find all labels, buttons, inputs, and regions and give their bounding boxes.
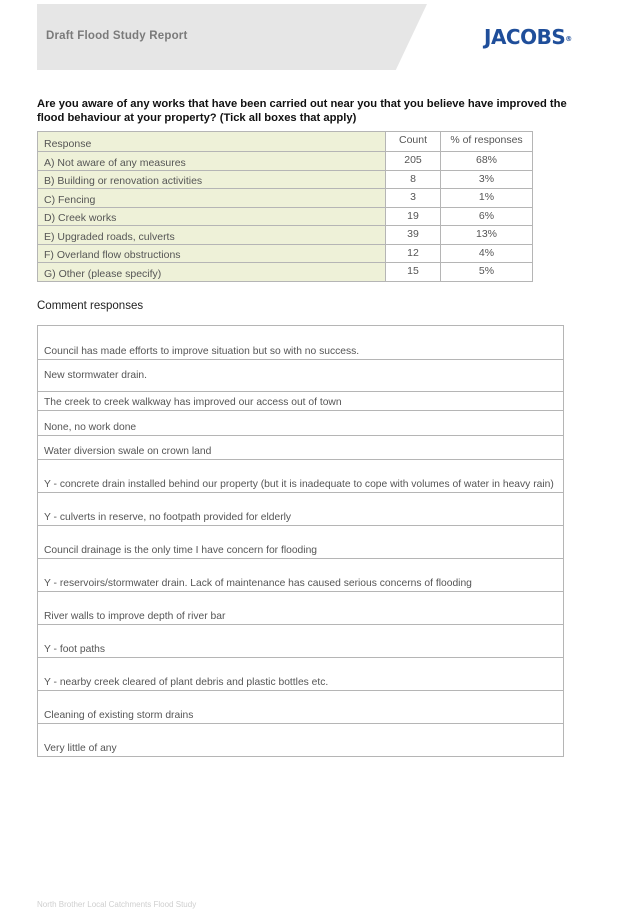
response-label: F) Overland flow obstructions	[38, 244, 386, 263]
comment-row	[38, 391, 563, 410]
header-response: Response	[38, 132, 386, 152]
response-label: A) Not aware of any measures	[38, 152, 386, 171]
response-percent: 6%	[441, 207, 533, 226]
comment-row	[38, 410, 563, 435]
survey-question: Are you aware of any works that have been carried out near you that you believe have improved the flood behaviour at your property? (Tick all boxes that apply)	[37, 98, 567, 124]
comment-text: Y - foot paths	[44, 644, 106, 655]
logo-text: JACOBS	[484, 25, 566, 49]
header-percent: % of responses	[441, 132, 533, 152]
response-percent: 68%	[441, 152, 533, 171]
footer-text: North Brother Local Catchments Flood Study	[37, 900, 197, 909]
comment-row	[38, 435, 563, 459]
response-count: 15	[386, 263, 441, 282]
response-percent: 13%	[441, 226, 533, 245]
jacobs-logo	[484, 26, 572, 48]
comment-text: Y - concrete drain installed behind our property (but it is inadequate to cope with volumes of water in heavy rain)	[44, 479, 554, 490]
comment-text: Water diversion swale on crown land	[44, 446, 212, 457]
comment-text: Y - nearby creek cleared of plant debris and plastic bottles etc.	[44, 677, 329, 688]
comment-row	[38, 657, 563, 690]
table-row	[38, 244, 533, 263]
comment-text: Y - culverts in reserve, no footpath provided for elderly	[44, 512, 292, 523]
response-count: 3	[386, 189, 441, 208]
response-percent: 1%	[441, 189, 533, 208]
comment-row	[38, 558, 563, 591]
response-label: E) Upgraded roads, culverts	[38, 226, 386, 245]
comment-row	[38, 492, 563, 525]
comment-text: Council has made efforts to improve situation but so with no success.	[44, 346, 360, 357]
header-count: Count	[386, 132, 441, 152]
response-count: 19	[386, 207, 441, 226]
comment-text: Very little of any	[44, 743, 117, 754]
comment-row	[38, 326, 563, 359]
response-percent: 5%	[441, 263, 533, 282]
response-label: B) Building or renovation activities	[38, 170, 386, 189]
report-title: Draft Flood Study Report	[46, 30, 188, 42]
comment-row	[38, 525, 563, 558]
comment-text: Cleaning of existing storm drains	[44, 710, 194, 721]
comment-row	[38, 459, 563, 492]
comment-table	[37, 325, 564, 757]
comment-text: None, no work done	[44, 422, 137, 433]
table-header-row	[38, 132, 533, 152]
table-row	[38, 189, 533, 208]
comment-text: Y - reservoirs/stormwater drain. Lack of maintenance has caused serious concerns of flooding	[44, 578, 472, 589]
response-label: G) Other (please specify)	[38, 263, 386, 282]
comment-text: River walls to improve depth of river bar	[44, 611, 226, 622]
response-percent: 4%	[441, 244, 533, 263]
comment-row	[38, 624, 563, 657]
response-percent: 3%	[441, 170, 533, 189]
comment-text: Council drainage is the only time I have concern for flooding	[44, 545, 318, 556]
comment-row	[38, 591, 563, 624]
table-row	[38, 207, 533, 226]
table-row	[38, 226, 533, 245]
comment-text: New stormwater drain.	[44, 370, 147, 381]
response-count: 205	[386, 152, 441, 171]
response-label: C) Fencing	[38, 189, 386, 208]
response-count: 12	[386, 244, 441, 263]
comment-heading: Comment responses	[37, 300, 144, 312]
registered-mark: ®	[565, 35, 572, 43]
response-table	[37, 131, 533, 282]
response-count: 8	[386, 170, 441, 189]
comment-text: The creek to creek walkway has improved our access out of town	[44, 397, 342, 408]
comment-row	[38, 723, 563, 756]
table-row	[38, 170, 533, 189]
comment-row	[38, 359, 563, 391]
table-row	[38, 263, 533, 282]
response-label: D) Creek works	[38, 207, 386, 226]
table-row	[38, 152, 533, 171]
comment-row	[38, 690, 563, 723]
response-count: 39	[386, 226, 441, 245]
